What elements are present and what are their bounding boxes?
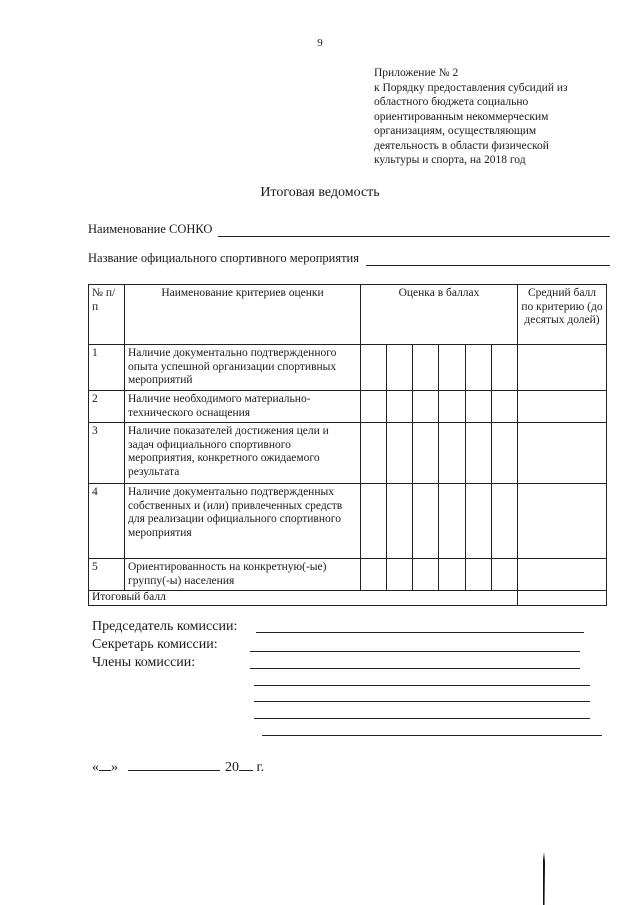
org-name-label: Наименование СОНКО (88, 222, 213, 236)
score-cell[interactable] (439, 559, 465, 591)
criteria-table (88, 284, 607, 606)
score-cell[interactable] (361, 423, 387, 484)
score-cell[interactable] (465, 484, 491, 559)
score-cell[interactable] (439, 391, 465, 423)
score-cell[interactable] (491, 484, 517, 559)
day-blank[interactable] (99, 770, 111, 771)
average-cell[interactable] (518, 484, 607, 559)
score-cell[interactable] (361, 559, 387, 591)
date-open-quote: « (92, 760, 99, 775)
score-cell[interactable] (387, 391, 413, 423)
score-cell[interactable] (413, 559, 439, 591)
total-label: Итоговый балл (89, 591, 518, 606)
table-header-row (89, 285, 607, 345)
score-cell[interactable] (491, 345, 517, 391)
score-cell[interactable] (387, 423, 413, 484)
document-title: Итоговая ведомость (260, 185, 380, 200)
score-cell[interactable] (413, 345, 439, 391)
header-num: № п/п (89, 285, 125, 345)
appendix-block (374, 66, 614, 168)
average-cell[interactable] (518, 391, 607, 423)
score-cell[interactable] (439, 423, 465, 484)
page-number: 9 (317, 37, 323, 49)
row-criterion: Ориентированность на конкретную(-ые) группу(-ы) населения (125, 559, 361, 591)
row-criterion: Наличие показателей достижения цели и задач официального спортивного мероприятия, конкретного ожидаемого результата (125, 423, 361, 484)
average-cell[interactable] (518, 559, 607, 591)
header-score: Оценка в баллах (361, 285, 518, 345)
date-close-quote: » (111, 760, 118, 775)
appendix-line: Приложение № 2 (374, 67, 459, 79)
appendix-line: к Порядку предоставления субсидий из (374, 81, 568, 94)
member-line (254, 685, 590, 686)
row-num: 2 (89, 391, 125, 423)
org-name-line (218, 236, 610, 237)
row-criterion: Наличие документально подтвержденного опыта успешной организации спортивных мероприятий (125, 345, 361, 391)
total-row (89, 591, 607, 606)
row-num: 5 (89, 559, 125, 591)
appendix-line: организациям, осуществляющим (374, 125, 537, 137)
member-line (262, 735, 602, 736)
score-cell[interactable] (361, 391, 387, 423)
binding-mark (540, 852, 548, 905)
table-row (89, 484, 607, 559)
chairman-label: Председатель комиссии: (92, 619, 238, 634)
appendix-line: ориентированным некоммерческим (374, 110, 549, 123)
members-label: Члены комиссии: (92, 655, 196, 670)
score-cell[interactable] (387, 484, 413, 559)
row-num: 3 (89, 423, 125, 484)
score-cell[interactable] (465, 559, 491, 591)
month-blank[interactable] (128, 770, 220, 771)
event-name-label: Название официального спортивного мероприятия (88, 251, 359, 265)
table-row (89, 391, 607, 423)
average-cell[interactable] (518, 423, 607, 484)
score-cell[interactable] (465, 345, 491, 391)
member-line (250, 668, 580, 669)
year-blank[interactable] (239, 770, 253, 771)
score-cell[interactable] (361, 484, 387, 559)
average-cell[interactable] (518, 345, 607, 391)
score-cell[interactable] (491, 391, 517, 423)
score-cell[interactable] (361, 345, 387, 391)
year-suffix: г. (256, 760, 265, 775)
score-cell[interactable] (387, 559, 413, 591)
secretary-line (250, 651, 580, 652)
appendix-line: областного бюджета социально (374, 96, 529, 108)
score-cell[interactable] (413, 391, 439, 423)
score-cell[interactable] (491, 559, 517, 591)
row-num: 1 (89, 345, 125, 391)
score-cell[interactable] (413, 484, 439, 559)
score-cell[interactable] (439, 345, 465, 391)
header-average: Средний балл по критерию (до десятых долей) (518, 285, 607, 345)
secretary-label: Секретарь комиссии: (92, 637, 218, 652)
chairman-line (256, 632, 584, 633)
date-line (92, 760, 264, 776)
score-cell[interactable] (465, 423, 491, 484)
member-line (254, 701, 590, 702)
score-cell[interactable] (439, 484, 465, 559)
appendix-line: культуры и спорта, на 2018 год (374, 154, 526, 166)
total-value-cell[interactable] (518, 591, 607, 606)
table-row (89, 559, 607, 591)
event-name-line (366, 265, 610, 266)
table-row (89, 423, 607, 484)
appendix-line: деятельность в области физической (374, 139, 549, 152)
score-cell[interactable] (387, 345, 413, 391)
score-cell[interactable] (413, 423, 439, 484)
row-num: 4 (89, 484, 125, 559)
score-cell[interactable] (491, 423, 517, 484)
score-cell[interactable] (465, 391, 491, 423)
row-criterion: Наличие документально подтвержденных собственных и (или) привлеченных средств для реализации официального спортивного мероприятия (125, 484, 361, 559)
year-prefix: 20 (225, 760, 239, 775)
header-criteria: Наименование критериев оценки (125, 285, 361, 345)
member-line (254, 718, 590, 719)
table-row (89, 345, 607, 391)
row-criterion: Наличие необходимого материально-технического оснащения (125, 391, 361, 423)
